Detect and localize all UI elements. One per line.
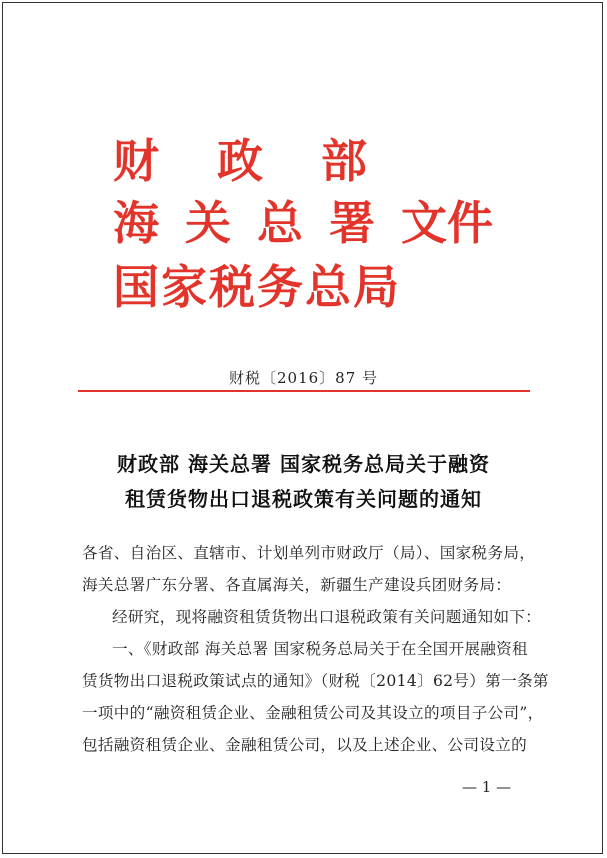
header-agency-finance: 财政部: [113, 134, 425, 188]
header-document-suffix: 文件: [401, 196, 493, 250]
body-line-intro: 经研究，现将融资租赁货物出口退税政策有关问题通知如下：: [112, 608, 542, 626]
body-line-addressees-1: 各省、自治区、直辖市、计划单列市财政厅（局）、国家税务局，: [82, 544, 536, 562]
body-line-item1-2: 赁货物出口退税政策试点的通知》（财税〔2014〕62号）第一条第: [82, 672, 549, 690]
red-divider: [78, 390, 530, 392]
document-title-line2: 租赁货物出口退税政策有关问题的通知: [125, 487, 482, 511]
document-number: 财税〔2016〕87 号: [228, 369, 379, 387]
page-border: [2, 2, 603, 854]
body-line-addressees-2: 海关总署广东分署、各直属海关，新疆生产建设兵团财务局：: [82, 576, 512, 594]
header-agency-customs: [113, 197, 493, 249]
page-number: — 1 —: [462, 778, 512, 796]
document-title-line1: 财政部 海关总署 国家税务总局关于融资: [117, 452, 490, 476]
body-line-item1-3: 一项中的“融资租赁企业、金融租赁公司及其设立的项目子公司”，: [82, 704, 544, 722]
header-agency-tax: 国家税务总局: [113, 260, 401, 314]
header-customs-name: 海关总署: [113, 196, 401, 250]
body-line-item1-1: 一、《财政部 海关总署 国家税务总局关于在全国开展融资租: [112, 640, 528, 658]
body-line-item1-4: 包括融资租赁企业、金融租赁公司，以及上述企业、公司设立的: [82, 736, 528, 754]
